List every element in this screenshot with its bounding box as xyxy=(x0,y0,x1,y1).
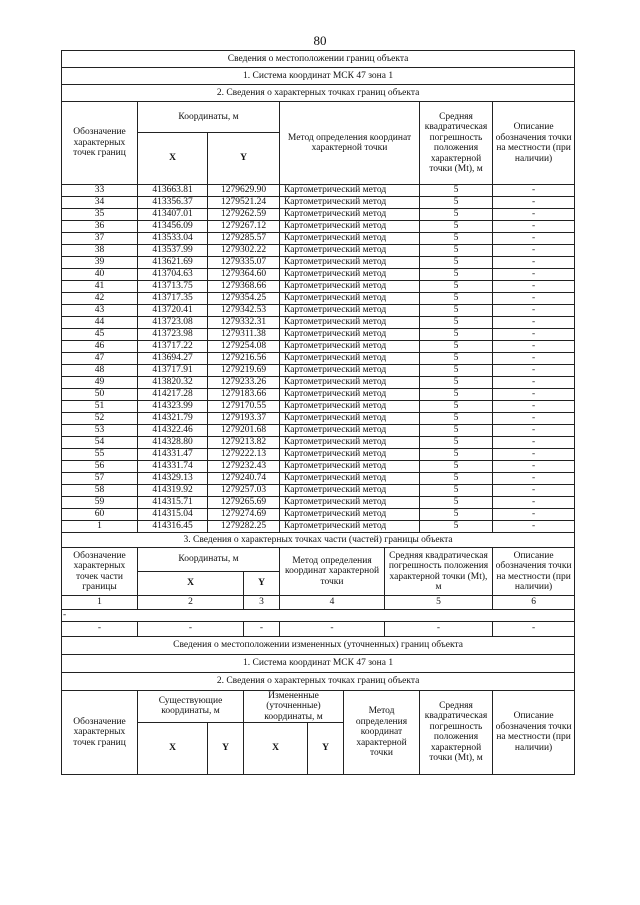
s3-dash-2: - xyxy=(138,621,244,636)
point-number-cell: 41 xyxy=(62,281,138,293)
y-coordinate-cell: 1279183.66 xyxy=(208,389,280,401)
x-coordinate-cell: 414315.04 xyxy=(138,509,208,521)
description-cell: - xyxy=(493,425,575,437)
y-coordinate-cell: 1279213.82 xyxy=(208,437,280,449)
error-cell: 5 xyxy=(420,245,493,257)
description-cell: - xyxy=(493,389,575,401)
s3-num-5: 5 xyxy=(385,596,493,610)
point-number-cell: 38 xyxy=(62,245,138,257)
x-coordinate-cell: 413713.75 xyxy=(138,281,208,293)
col-y-header: Y xyxy=(208,133,280,185)
point-number-cell: 33 xyxy=(62,185,138,197)
section4-subtitle: 2. Сведения о характерных точках границ объекта xyxy=(62,672,575,690)
description-cell: - xyxy=(493,521,575,533)
section4-system: 1. Система координат МСК 47 зона 1 xyxy=(62,654,575,672)
point-number-cell: 50 xyxy=(62,389,138,401)
y-coordinate-cell: 1279233.26 xyxy=(208,377,280,389)
method-cell: Картометрический метод xyxy=(280,521,420,533)
method-cell: Картометрический метод xyxy=(280,305,420,317)
point-number-cell: 57 xyxy=(62,473,138,485)
error-cell: 5 xyxy=(420,353,493,365)
table-row xyxy=(62,281,575,293)
point-number-cell: 48 xyxy=(62,365,138,377)
s4-col-desc-header: Описание обозначения точки на местности (при наличии) xyxy=(493,690,575,775)
description-cell: - xyxy=(493,329,575,341)
method-cell: Картометрический метод xyxy=(280,185,420,197)
error-cell: 5 xyxy=(420,281,493,293)
description-cell: - xyxy=(493,209,575,221)
y-coordinate-cell: 1279240.74 xyxy=(208,473,280,485)
table-row xyxy=(62,401,575,413)
error-cell: 5 xyxy=(420,233,493,245)
method-cell: Картометрический метод xyxy=(280,425,420,437)
s3-blank-row: - xyxy=(62,610,575,622)
y-coordinate-cell: 1279222.13 xyxy=(208,449,280,461)
y-coordinate-cell: 1279335.07 xyxy=(208,257,280,269)
point-number-cell: 47 xyxy=(62,353,138,365)
s4-col-method-header: Метод определения координат характерной точки xyxy=(344,690,420,775)
point-number-cell: 54 xyxy=(62,437,138,449)
x-coordinate-cell: 413663.81 xyxy=(138,185,208,197)
error-cell: 5 xyxy=(420,293,493,305)
table-row xyxy=(62,437,575,449)
error-cell: 5 xyxy=(420,221,493,233)
col-x-header: X xyxy=(138,133,208,185)
s3-num-6: 6 xyxy=(493,596,575,610)
error-cell: 5 xyxy=(420,437,493,449)
error-cell: 5 xyxy=(420,521,493,533)
table-row xyxy=(62,293,575,305)
y-coordinate-cell: 1279282.25 xyxy=(208,521,280,533)
description-cell: - xyxy=(493,473,575,485)
x-coordinate-cell: 414331.47 xyxy=(138,449,208,461)
y-coordinate-cell: 1279219.69 xyxy=(208,365,280,377)
error-cell: 5 xyxy=(420,461,493,473)
point-number-cell: 58 xyxy=(62,485,138,497)
method-cell: Картометрический метод xyxy=(280,473,420,485)
error-cell: 5 xyxy=(420,269,493,281)
s4-col-point-header: Обозначение характерных точек границ xyxy=(62,690,138,775)
table-row xyxy=(62,449,575,461)
y-coordinate-cell: 1279629.90 xyxy=(208,185,280,197)
s4-col-changed-header: Измененные (уточненные) координаты, м xyxy=(244,690,344,723)
table-row xyxy=(62,305,575,317)
y-coordinate-cell: 1279265.69 xyxy=(208,497,280,509)
description-cell: - xyxy=(493,413,575,425)
y-coordinate-cell: 1279232.43 xyxy=(208,461,280,473)
table-row xyxy=(62,365,575,377)
table-row xyxy=(62,425,575,437)
method-cell: Картометрический метод xyxy=(280,389,420,401)
error-cell: 5 xyxy=(420,317,493,329)
s3-dash-4: - xyxy=(280,621,385,636)
s3-col-y-header: Y xyxy=(244,572,280,596)
description-cell: - xyxy=(493,269,575,281)
point-number-cell: 51 xyxy=(62,401,138,413)
point-number-cell: 40 xyxy=(62,269,138,281)
x-coordinate-cell: 413537.99 xyxy=(138,245,208,257)
y-coordinate-cell: 1279342.53 xyxy=(208,305,280,317)
s3-dash-3: - xyxy=(244,621,280,636)
description-cell: - xyxy=(493,497,575,509)
table-row xyxy=(62,353,575,365)
x-coordinate-cell: 413820.32 xyxy=(138,377,208,389)
description-cell: - xyxy=(493,305,575,317)
y-coordinate-cell: 1279332.31 xyxy=(208,317,280,329)
s3-col-desc-header: Описание обозначения точки на местности (при наличии) xyxy=(493,548,575,596)
table-row xyxy=(62,221,575,233)
method-cell: Картометрический метод xyxy=(280,257,420,269)
description-cell: - xyxy=(493,377,575,389)
description-cell: - xyxy=(493,185,575,197)
point-number-cell: 39 xyxy=(62,257,138,269)
table-row xyxy=(62,497,575,509)
s4-col-y1-header: Y xyxy=(208,723,244,775)
point-number-cell: 37 xyxy=(62,233,138,245)
point-number-cell: 49 xyxy=(62,377,138,389)
y-coordinate-cell: 1279274.69 xyxy=(208,509,280,521)
point-number-cell: 34 xyxy=(62,197,138,209)
y-coordinate-cell: 1279267.12 xyxy=(208,221,280,233)
method-cell: Картометрический метод xyxy=(280,497,420,509)
x-coordinate-cell: 413720.41 xyxy=(138,305,208,317)
boundary-table xyxy=(61,50,575,775)
x-coordinate-cell: 413533.04 xyxy=(138,233,208,245)
y-coordinate-cell: 1279285.57 xyxy=(208,233,280,245)
table-row xyxy=(62,329,575,341)
error-cell: 5 xyxy=(420,329,493,341)
table-row xyxy=(62,473,575,485)
method-cell: Картометрический метод xyxy=(280,461,420,473)
x-coordinate-cell: 414329.13 xyxy=(138,473,208,485)
x-coordinate-cell: 413717.22 xyxy=(138,341,208,353)
x-coordinate-cell: 413704.63 xyxy=(138,269,208,281)
point-number-cell: 45 xyxy=(62,329,138,341)
x-coordinate-cell: 414322.46 xyxy=(138,425,208,437)
section3-title: 3. Сведения о характерных точках части (частей) границы объекта xyxy=(62,533,575,548)
x-coordinate-cell: 413356.37 xyxy=(138,197,208,209)
y-coordinate-cell: 1279201.68 xyxy=(208,425,280,437)
s3-num-2: 2 xyxy=(138,596,244,610)
s3-dash-1: - xyxy=(62,621,138,636)
table-row xyxy=(62,461,575,473)
method-cell: Картометрический метод xyxy=(280,401,420,413)
y-coordinate-cell: 1279254.08 xyxy=(208,341,280,353)
x-coordinate-cell: 414331.74 xyxy=(138,461,208,473)
method-cell: Картометрический метод xyxy=(280,353,420,365)
col-coords-header: Координаты, м xyxy=(138,102,280,133)
method-cell: Картометрический метод xyxy=(280,293,420,305)
point-number-cell: 59 xyxy=(62,497,138,509)
description-cell: - xyxy=(493,317,575,329)
point-number-cell: 55 xyxy=(62,449,138,461)
table-row xyxy=(62,521,575,533)
col-error-header: Средняя квадратическая погрешность положения характерной точки (Mt), м xyxy=(420,102,493,185)
x-coordinate-cell: 413723.08 xyxy=(138,317,208,329)
table-row xyxy=(62,377,575,389)
error-cell: 5 xyxy=(420,401,493,413)
method-cell: Картометрический метод xyxy=(280,377,420,389)
description-cell: - xyxy=(493,221,575,233)
description-cell: - xyxy=(493,509,575,521)
s4-col-x2-header: X xyxy=(244,723,308,775)
s3-dash-6: - xyxy=(493,621,575,636)
x-coordinate-cell: 413694.27 xyxy=(138,353,208,365)
description-cell: - xyxy=(493,449,575,461)
error-cell: 5 xyxy=(420,425,493,437)
description-cell: - xyxy=(493,233,575,245)
description-cell: - xyxy=(493,341,575,353)
col-desc-header: Описание обозначения точки на местности (при наличии) xyxy=(493,102,575,185)
s4-col-x1-header: X xyxy=(138,723,208,775)
table-row xyxy=(62,233,575,245)
description-cell: - xyxy=(493,245,575,257)
description-cell: - xyxy=(493,293,575,305)
description-cell: - xyxy=(493,353,575,365)
y-coordinate-cell: 1279170.55 xyxy=(208,401,280,413)
error-cell: 5 xyxy=(420,449,493,461)
page-number: 80 xyxy=(313,33,327,48)
x-coordinate-cell: 414315.71 xyxy=(138,497,208,509)
table-row xyxy=(62,197,575,209)
y-coordinate-cell: 1279311.38 xyxy=(208,329,280,341)
method-cell: Картометрический метод xyxy=(280,209,420,221)
table-row xyxy=(62,257,575,269)
y-coordinate-cell: 1279364.60 xyxy=(208,269,280,281)
table-row xyxy=(62,269,575,281)
table-row xyxy=(62,317,575,329)
section2-title: 2. Сведения о характерных точках границ объекта xyxy=(62,85,575,102)
x-coordinate-cell: 413456.09 xyxy=(138,221,208,233)
method-cell: Картометрический метод xyxy=(280,245,420,257)
x-coordinate-cell: 413621.69 xyxy=(138,257,208,269)
method-cell: Картометрический метод xyxy=(280,413,420,425)
point-number-cell: 46 xyxy=(62,341,138,353)
point-number-cell: 35 xyxy=(62,209,138,221)
method-cell: Картометрический метод xyxy=(280,509,420,521)
table-row xyxy=(62,413,575,425)
s4-col-y2-header: Y xyxy=(308,723,344,775)
x-coordinate-cell: 414217.28 xyxy=(138,389,208,401)
coordinate-system: 1. Система координат МСК 47 зона 1 xyxy=(62,68,575,85)
method-cell: Картометрический метод xyxy=(280,317,420,329)
point-number-cell: 36 xyxy=(62,221,138,233)
method-cell: Картометрический метод xyxy=(280,221,420,233)
table-row xyxy=(62,485,575,497)
error-cell: 5 xyxy=(420,485,493,497)
point-number-cell: 42 xyxy=(62,293,138,305)
description-cell: - xyxy=(493,197,575,209)
s3-col-x-header: X xyxy=(138,572,244,596)
s3-col-method-header: Метод определения координат характерной точки xyxy=(280,548,385,596)
s3-col-coords-header: Координаты, м xyxy=(138,548,280,572)
y-coordinate-cell: 1279262.59 xyxy=(208,209,280,221)
y-coordinate-cell: 1279193.37 xyxy=(208,413,280,425)
error-cell: 5 xyxy=(420,365,493,377)
col-method-header: Метод определения координат характерной точки xyxy=(280,102,420,185)
x-coordinate-cell: 414321.79 xyxy=(138,413,208,425)
point-number-cell: 53 xyxy=(62,425,138,437)
table-row xyxy=(62,245,575,257)
x-coordinate-cell: 413723.98 xyxy=(138,329,208,341)
method-cell: Картометрический метод xyxy=(280,197,420,209)
y-coordinate-cell: 1279257.03 xyxy=(208,485,280,497)
table-row xyxy=(62,509,575,521)
x-coordinate-cell: 414323.99 xyxy=(138,401,208,413)
method-cell: Картометрический метод xyxy=(280,281,420,293)
error-cell: 5 xyxy=(420,305,493,317)
error-cell: 5 xyxy=(420,185,493,197)
point-number-cell: 43 xyxy=(62,305,138,317)
description-cell: - xyxy=(493,401,575,413)
point-number-cell: 1 xyxy=(62,521,138,533)
s4-col-existing-header: Существующие координаты, м xyxy=(138,690,244,723)
s3-num-1: 1 xyxy=(62,596,138,610)
y-coordinate-cell: 1279354.25 xyxy=(208,293,280,305)
method-cell: Картометрический метод xyxy=(280,485,420,497)
y-coordinate-cell: 1279521.24 xyxy=(208,197,280,209)
error-cell: 5 xyxy=(420,509,493,521)
section-title: Сведения о местоположении границ объекта xyxy=(62,51,575,68)
error-cell: 5 xyxy=(420,209,493,221)
method-cell: Картометрический метод xyxy=(280,329,420,341)
description-cell: - xyxy=(493,485,575,497)
y-coordinate-cell: 1279216.56 xyxy=(208,353,280,365)
error-cell: 5 xyxy=(420,197,493,209)
x-coordinate-cell: 414328.80 xyxy=(138,437,208,449)
x-coordinate-cell: 414319.92 xyxy=(138,485,208,497)
error-cell: 5 xyxy=(420,377,493,389)
point-number-cell: 44 xyxy=(62,317,138,329)
x-coordinate-cell: 413717.91 xyxy=(138,365,208,377)
description-cell: - xyxy=(493,365,575,377)
method-cell: Картометрический метод xyxy=(280,365,420,377)
x-coordinate-cell: 413717.35 xyxy=(138,293,208,305)
error-cell: 5 xyxy=(420,473,493,485)
method-cell: Картометрический метод xyxy=(280,269,420,281)
error-cell: 5 xyxy=(420,257,493,269)
method-cell: Картометрический метод xyxy=(280,341,420,353)
point-number-cell: 52 xyxy=(62,413,138,425)
col-point-header: Обозначение характерных точек границ xyxy=(62,102,138,185)
error-cell: 5 xyxy=(420,497,493,509)
method-cell: Картометрический метод xyxy=(280,437,420,449)
description-cell: - xyxy=(493,461,575,473)
error-cell: 5 xyxy=(420,413,493,425)
table-row xyxy=(62,185,575,197)
point-number-cell: 56 xyxy=(62,461,138,473)
x-coordinate-cell: 414316.45 xyxy=(138,521,208,533)
description-cell: - xyxy=(493,281,575,293)
error-cell: 5 xyxy=(420,341,493,353)
description-cell: - xyxy=(493,437,575,449)
y-coordinate-cell: 1279368.66 xyxy=(208,281,280,293)
table-row xyxy=(62,389,575,401)
section4-title: Сведения о местоположении измененных (уточненных) границ объекта xyxy=(62,636,575,654)
s3-col-point-header: Обозначение характерных точек части границы xyxy=(62,548,138,596)
method-cell: Картометрический метод xyxy=(280,449,420,461)
s4-col-error-header: Средняя квадратическая погрешность положения характерной точки (Mt), м xyxy=(420,690,493,775)
error-cell: 5 xyxy=(420,389,493,401)
s3-num-3: 3 xyxy=(244,596,280,610)
s3-col-error-header: Средняя квадратическая погрешность положения характерной точки (Mt), м xyxy=(385,548,493,596)
y-coordinate-cell: 1279302.22 xyxy=(208,245,280,257)
s3-num-4: 4 xyxy=(280,596,385,610)
point-number-cell: 60 xyxy=(62,509,138,521)
x-coordinate-cell: 413407.01 xyxy=(138,209,208,221)
s3-dash-5: - xyxy=(385,621,493,636)
table-row xyxy=(62,341,575,353)
table-row xyxy=(62,209,575,221)
description-cell: - xyxy=(493,257,575,269)
method-cell: Картометрический метод xyxy=(280,233,420,245)
